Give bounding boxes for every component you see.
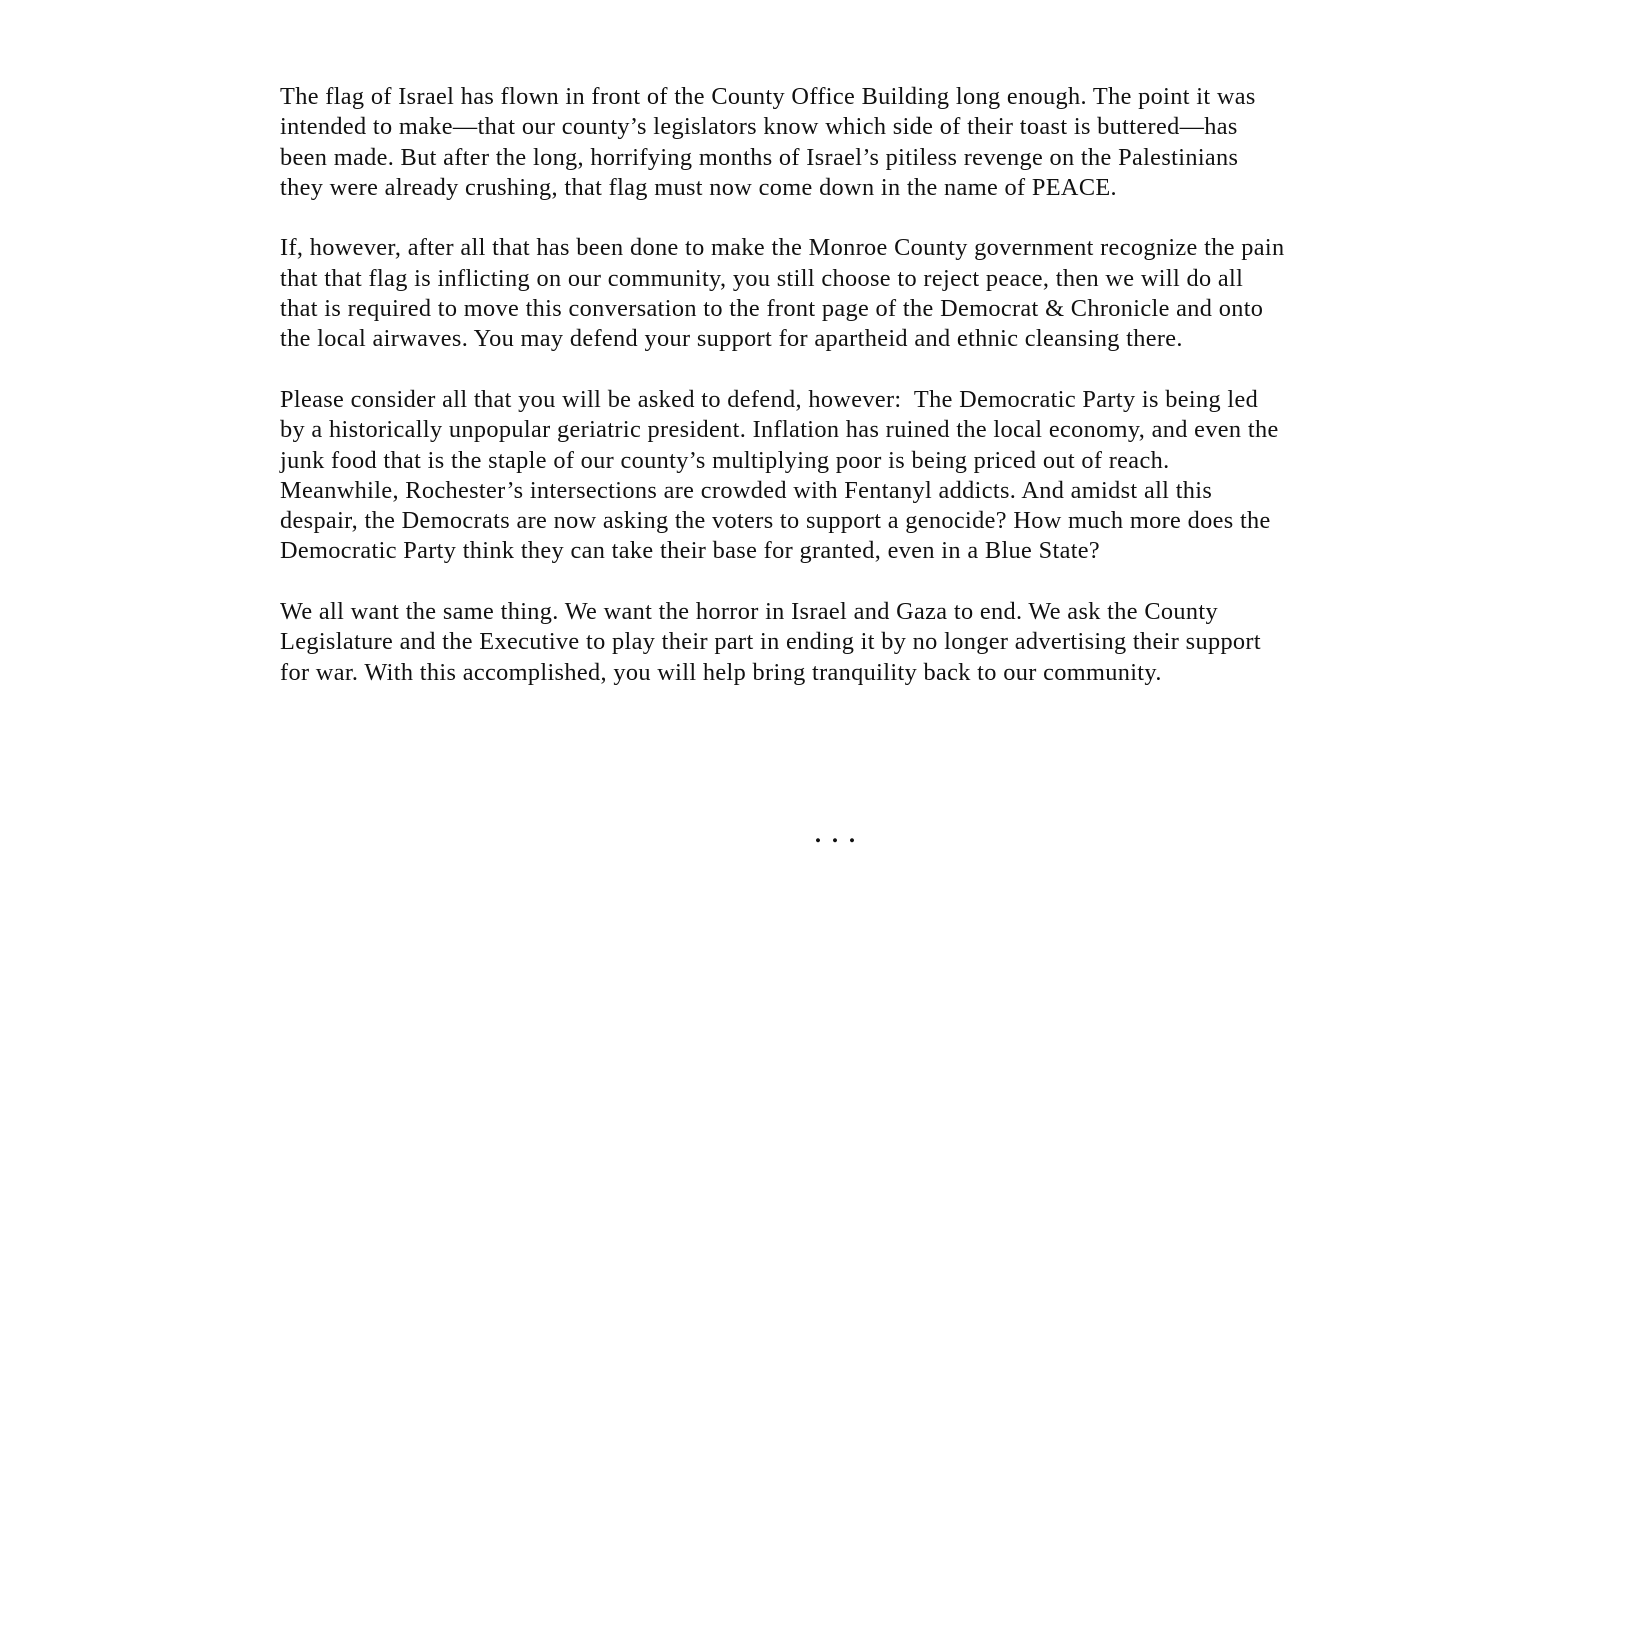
text-line: junk food that is the staple of our county’s multiplying poor is being priced out of reach. bbox=[280, 446, 1170, 474]
text-line: intended to make—that our county’s legislators know which side of their toast is buttered—has bbox=[280, 113, 1238, 141]
text-line: despair, the Democrats are now asking the voters to support a genocide? How much more does the bbox=[280, 507, 1271, 535]
text-line: We all want the same thing. We want the horror in Israel and Gaza to end. We ask the County bbox=[280, 598, 1218, 626]
text-line: Legislature and the Executive to play their part in ending it by no longer advertising their support bbox=[280, 628, 1261, 656]
text-line: by a historically unpopular geriatric president. Inflation has ruined the local economy, and even the bbox=[280, 416, 1279, 444]
paragraph-media-warning bbox=[280, 233, 1390, 354]
text-line: If, however, after all that has been done to make the Monroe County government recognize the pain bbox=[280, 234, 1285, 262]
section-separator: . . . bbox=[813, 813, 857, 850]
paragraph-flag-removal bbox=[280, 82, 1390, 203]
text-line: Meanwhile, Rochester’s intersections are crowded with Fentanyl addicts. And amidst all this bbox=[280, 476, 1213, 504]
text-line: they were already crushing, that flag must now come down in the name of PEACE. bbox=[280, 173, 1117, 201]
text-line: been made. But after the long, horrifying months of Israel’s pitiless revenge on the Palestinians bbox=[280, 143, 1239, 171]
paragraph-closing-request bbox=[280, 597, 1390, 688]
text-line: Please consider all that you will be asked to defend, however: The Democratic Party is being led bbox=[280, 385, 1259, 413]
text-line: that is required to move this conversation to the front page of the Democrat & Chronicle and onto bbox=[280, 295, 1264, 323]
text-line: Democratic Party think they can take their base for granted, even in a Blue State? bbox=[280, 537, 1101, 565]
paragraph-political-context bbox=[280, 385, 1390, 567]
text-line: that that flag is inflicting on our community, you still choose to reject peace, then we will do all bbox=[280, 264, 1244, 292]
text-line: for war. With this accomplished, you will help bring tranquility back to our community. bbox=[280, 658, 1162, 686]
text-line: the local airwaves. You may defend your support for apartheid and ethnic cleansing there. bbox=[280, 325, 1183, 353]
letter-body bbox=[280, 82, 1390, 718]
text-line: The flag of Israel has flown in front of the County Office Building long enough. The point it was bbox=[280, 83, 1256, 110]
